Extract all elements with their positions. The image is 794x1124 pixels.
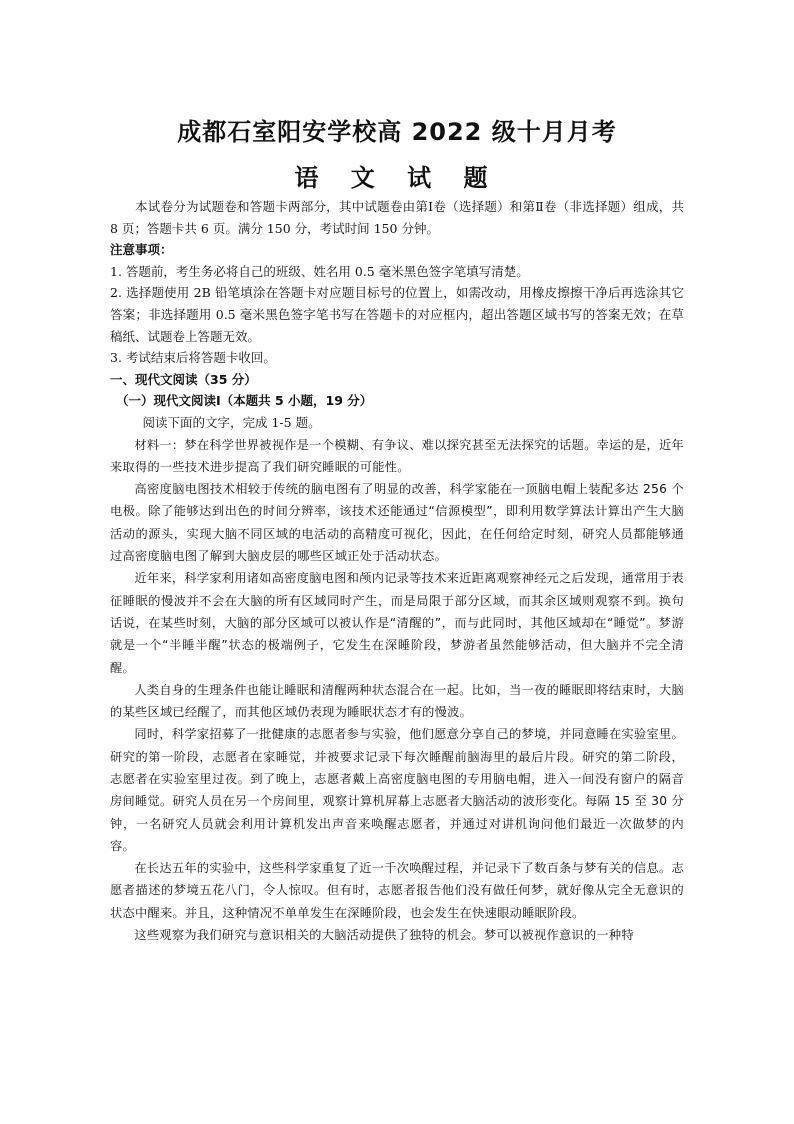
passage-paragraph-1: 材料一：梦在科学世界被视作是一个模糊、有争议、难以探究甚至无法探究的话题。幸运的是，近年来取得的一些技术进步提高了我们研究睡眠的可能性。 xyxy=(110,437,684,474)
reading-instruction: 阅读下面的文字，完成 1-5 题。 xyxy=(142,414,321,430)
notes-heading: 注意事项： xyxy=(110,242,173,258)
school-exam-title: 成都石室阳安学校高 2022 级十月月考 xyxy=(177,118,617,146)
exam-content xyxy=(110,196,684,946)
passage-paragraph-4: 人类自身的生理条件也能让睡眠和清醒两种状态混合在一起。比如，当一夜的睡眠即将结束时，大脑的某些区域已经醒了，而其他区域仍表现为睡眠状态才有的慢波。 xyxy=(110,682,684,720)
note-item-3: 3. 考试结束后将答题卡收回。 xyxy=(110,350,276,366)
note-item-2: 2. 选择题使用 2B 铅笔填涂在答题卡对应题目标号的位置上，如需改动，用橡皮擦擦干净后再选涂其它答案；非选择题用 0.5 毫米黑色签字笔书写在答题卡的对应框内，超出答题区域书写的答案无效；在草稿纸、试题卷上答题无效。 xyxy=(110,285,684,344)
passage-paragraph-2: 高密度脑电图技术相较于传统的脑电图有了明显的改善，科学家能在一顶脑电帽上装配多达 256 个电极。除了能够达到出色的时间分辨率，该技术还能通过“信源模型”，即利用数学算法计算出产生大脑活动的源头，实现大脑不同区域的电活动的高精度可视化，因此，在任何给定时刻，研究人员都能够通过高密度脑电图了解到大脑皮层的哪些区域正处于活动状态。 xyxy=(110,482,684,564)
passage-paragraph-7: 这些观察为我们研究与意识相关的大脑活动提供了独特的机会。梦可以被视作意识的一种特 xyxy=(134,928,634,943)
subject-title: 语 文 试 题 xyxy=(294,164,500,192)
exam-intro: 本试卷分为试题卷和答题卡两部分，其中试题卷由第Ⅰ卷（选择题）和第Ⅱ卷（非选择题）组成，共 8 页；答题卡共 6 页。满分 150 分，考试时间 150 分钟。 xyxy=(110,199,684,236)
section-heading: 一、现代文阅读（35 分） xyxy=(110,371,257,387)
passage-paragraph-6: 在长达五年的实验中，这些科学家重复了近一千次唤醒过程，并记录下了数百条与梦有关的信息。志愿者描述的梦境五花八门，令人惊叹。但有时，志愿者报告他们没有做任何梦，就好像从完全无意识的状态中醒来。并且，这种情况不单单发生在深睡阶段，也会发生在快速眼动睡眠阶段。 xyxy=(110,861,684,920)
note-item-1: 1. 答题前，考生务必将自己的班级、姓名用 0.5 毫米黑色签字笔填写清楚。 xyxy=(110,263,529,279)
passage-paragraph-3: 近年来，科学家利用诸如高密度脑电图和颅内记录等技术来近距离观察神经元之后发现，通常用于表征睡眠的慢波并不会在大脑的所有区域同时产生，而是局限于部分区域，而其余区域则观察不到。换句话说，在某些时刻，大脑的部分区域可以被认作是“清醒的”，而与此同时，其他区域却在“睡觉”。梦游就是一个“半睡半醒”状态的极端例子，它发生在深睡阶段，梦游者虽然能够活动，但大脑并不完全清醒。 xyxy=(110,571,684,675)
passage-paragraph-5: 同时，科学家招募了一批健康的志愿者参与实验，他们愿意分享自己的梦境，并同意睡在实验室里。研究的第一阶段，志愿者在家睡觉，并被要求记录下每次睡醒前脑海里的最后片段。研究的第二阶段，志愿者在实验室里过夜。到了晚上，志愿者戴上高密度脑电图的专用脑电帽，进入一间没有窗户的隔音房间睡觉。研究人员在另一个房间里，观察计算机屏幕上志愿者大脑活动的波形变化。每隔 15 至 30 分钟，一名研究人员就会利用计算机发出声音来唤醒志愿者，并通过对讲机询问他们最近一次做梦的内容。 xyxy=(110,727,684,853)
subsection-heading: （一）现代文阅读Ⅰ（本题共 5 小题，19 分） xyxy=(116,393,373,409)
